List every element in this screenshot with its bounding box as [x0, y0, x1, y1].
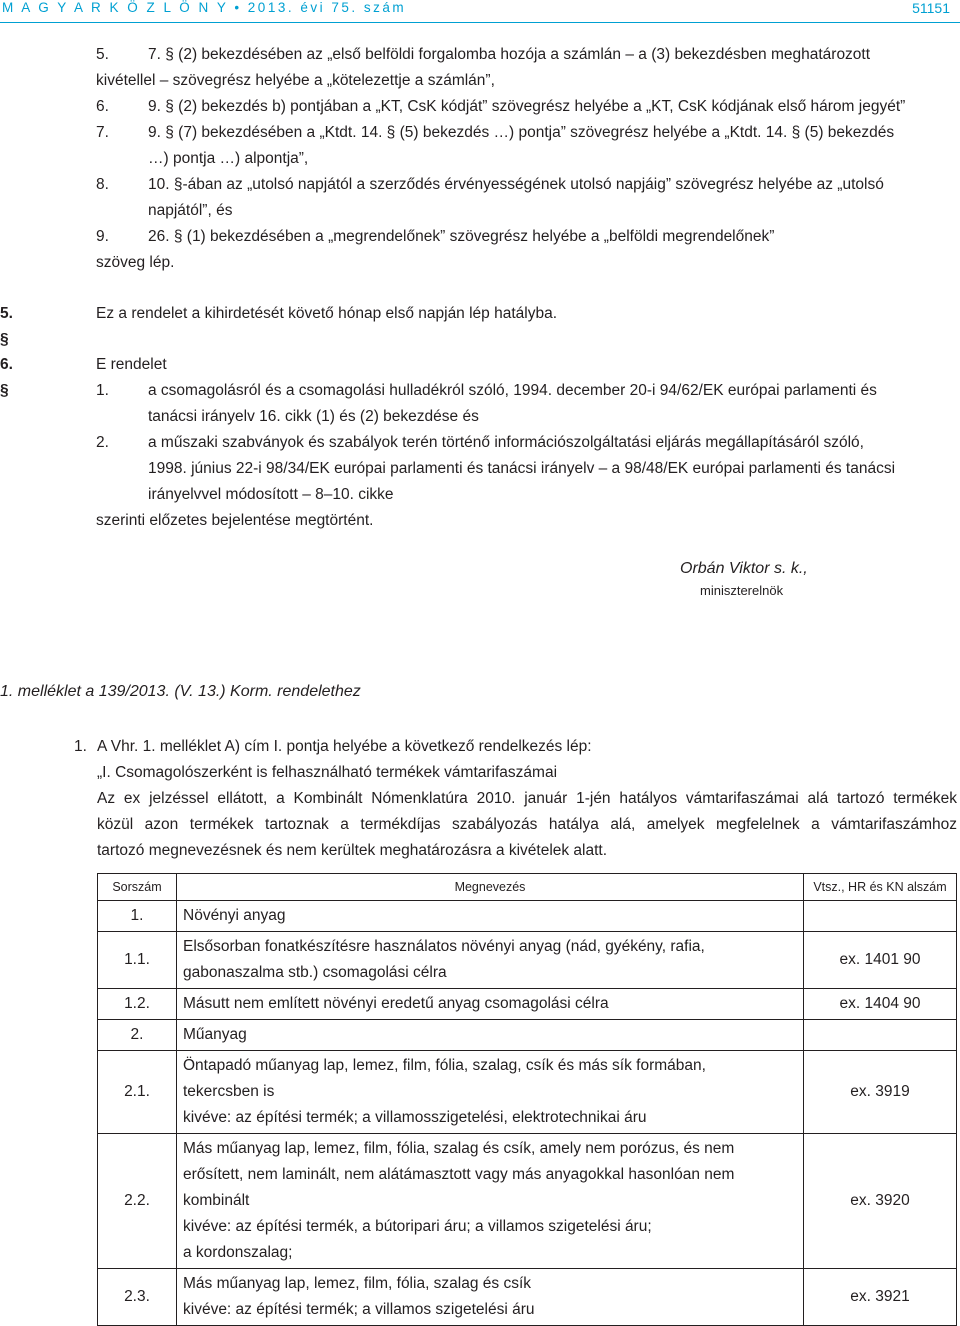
item-number: 9.: [96, 228, 109, 245]
table-row: [98, 1051, 957, 1134]
table-row: [98, 932, 957, 989]
row-description: [177, 1269, 804, 1326]
section-number: 6. §: [0, 356, 13, 399]
description-line: Másutt nem említett növényi eredetű anyag csomagolási célra: [183, 995, 609, 1012]
row-number: 2.: [98, 1020, 177, 1051]
item-text-line: irányelvvel módosított – 8–10. cikke: [148, 486, 394, 503]
row-number: 1.1.: [98, 932, 177, 989]
tariff-code: ex. 3920: [804, 1134, 957, 1269]
closing-text: szerinti előzetes bejelentése megtörtént.: [96, 512, 374, 529]
item-number: 6.: [96, 98, 109, 115]
paragraph-line: tartozó megnevezésnek és nem kerültek meghatározásra a kivételek alatt.: [97, 842, 608, 859]
table-row: [98, 1134, 957, 1269]
item-text-line: 26. § (1) bekezdésében a „megrendelőnek” szövegrész helyébe a „belföldi megrendelőnek”: [148, 228, 775, 245]
description-line: Elsősorban fonatkészítésre használatos növényi anyag (nád, gyékény, rafia,: [183, 938, 705, 955]
list-item: [96, 430, 950, 508]
table-row: [98, 989, 957, 1020]
tariff-code: [804, 1020, 957, 1051]
tariff-code: ex. 1404 90: [804, 989, 957, 1020]
list-item: [96, 42, 950, 94]
description-line: kivéve: az építési termék; a villamos szigetelési áru: [183, 1301, 535, 1318]
paragraph-line: Az ex jelzéssel ellátott, a Kombinált Nómenklatúra 2010. január 1-jén hatályos vámtarifaszámai alá tartozó termékek: [97, 790, 957, 807]
column-header: Sorszám: [98, 874, 177, 901]
description-line: Más műanyag lap, lemez, film, fólia, szalag és csík: [183, 1275, 532, 1292]
tariff-code: [804, 901, 957, 932]
description-line: Más műanyag lap, lemez, film, fólia, szalag és csík, amely nem porózus, és nem: [183, 1140, 735, 1157]
annex-intro-line: „I. Csomagolószerként is felhasználható termékek vámtarifaszámai: [97, 764, 558, 781]
description-line: kombinált: [183, 1192, 250, 1209]
item-number: 7.: [96, 124, 109, 141]
section-number: 5. §: [0, 305, 13, 348]
table-row: [98, 1269, 957, 1326]
annex-title: 1. melléklet a 139/2013. (V. 13.) Korm. rendelethez: [0, 683, 361, 700]
row-description: [177, 932, 804, 989]
header-rule: [0, 22, 960, 23]
list-item: [96, 172, 950, 224]
item-text-line: 7. § (2) bekezdésében az „első belföldi forgalomba hozója a számlán – a (3) bekezdésben meghatározott: [148, 46, 871, 63]
description-line: tekercsben is: [183, 1083, 275, 1100]
item-text-line: 10. §-ában az „utolsó napjától a szerződés érvényességének utolsó napjáig” szövegrész helyébe az „utolsó: [148, 176, 884, 193]
paragraph-line: közül azon termékek tartoznak a termékdíjas szabályozás hatálya alá, amelyek megfelelnek a vámtarifaszámhoz: [97, 816, 957, 833]
item-number: 1.: [96, 382, 109, 399]
row-number: 2.2.: [98, 1134, 177, 1269]
list-item: [96, 120, 950, 172]
section-text: E rendelet: [96, 356, 167, 373]
item-number: 2.: [96, 434, 109, 451]
description-line: Öntapadó műanyag lap, lemez, film, fólia, szalag, csík és más sík formában,: [183, 1057, 706, 1074]
item-text-line: a műszaki szabványok és szabályok terén történő információszolgáltatási eljárás megállapításáról szóló,: [148, 434, 864, 451]
item-number: 8.: [96, 176, 109, 193]
list-item: [96, 94, 950, 120]
row-description: [177, 1134, 804, 1269]
description-line: a kordonszalag;: [183, 1244, 293, 1261]
annex-intro-line: A Vhr. 1. melléklet A) cím I. pontja helyébe a következő rendelkezés lép:: [97, 738, 592, 755]
row-number: 1.: [98, 901, 177, 932]
tariff-code: ex. 3919: [804, 1051, 957, 1134]
section-text: Ez a rendelet a kihirdetését követő hónap első napján lép hatályba.: [96, 305, 558, 322]
column-header: Megnevezés: [177, 874, 804, 901]
list-item: [96, 378, 950, 430]
row-description: [177, 1051, 804, 1134]
tariff-code: ex. 3921: [804, 1269, 957, 1326]
running-header: M A G Y A R K Ö Z L Ö N Y • 2013. évi 75. szám: [2, 0, 407, 15]
page-number: 51151: [912, 0, 950, 16]
description-line: kivéve: az építési termék; a villamosszigetelési, elektrotechnikai áru: [183, 1109, 647, 1126]
description-line: kivéve: az építési termék, a bútoripari áru; a villamos szigetelési áru;: [183, 1218, 652, 1235]
row-description: [177, 989, 804, 1020]
tariff-code: ex. 1401 90: [804, 932, 957, 989]
item-text-line: a csomagolásról és a csomagolási hulladékról szóló, 1994. december 20-i 94/62/EK európai parlamenti és: [148, 382, 877, 399]
annex-paragraph: [97, 786, 957, 864]
tariff-table: [97, 873, 957, 1326]
signatory-role: miniszterelnök: [700, 583, 784, 598]
item-text-line: tanácsi irányelv 16. cikk (1) és (2) bekezdése és: [148, 408, 479, 425]
description-line: gabonaszalma stb.) csomagolási célra: [183, 964, 447, 981]
row-number: 2.1.: [98, 1051, 177, 1134]
description-line: erősített, nem laminált, nem alátámasztott vagy más anyagokkal hasonlóan nem: [183, 1166, 735, 1183]
column-header: Vtsz., HR és KN alszám: [804, 874, 957, 901]
item-text-line: napjától”, és: [148, 202, 233, 219]
row-description: [177, 901, 804, 932]
description-line: Műanyag: [183, 1026, 247, 1043]
table-header-row: [98, 874, 957, 901]
item-number: 5.: [96, 46, 109, 63]
item-text-line: …) pontja …) alpontja”,: [148, 150, 309, 167]
description-line: Növényi anyag: [183, 907, 286, 924]
table-row: [98, 901, 957, 932]
signatory-name: Orbán Viktor s. k.,: [680, 560, 808, 577]
item-text-line: 1998. június 22-i 98/34/EK európai parlamenti és tanácsi irányelv – a 98/48/EK európai parlamenti és tanácsi: [148, 460, 896, 477]
table-row: [98, 1020, 957, 1051]
item-text-line: kivétellel – szövegrész helyébe a „kötelezettje a számlán”,: [96, 72, 495, 89]
item-text-line: 9. § (2) bekezdés b) pontjában a „KT, CsK kódját” szövegrész helyébe a „KT, CsK kódjának első három jegyét”: [148, 98, 906, 115]
row-number: 2.3.: [98, 1269, 177, 1326]
row-description: [177, 1020, 804, 1051]
item-text-line: 9. § (7) bekezdésében a „Ktdt. 14. § (5) bekezdés …) pontja” szövegrész helyébe a „Ktdt. 14. § (5) bekezdés: [148, 124, 895, 141]
row-number: 1.2.: [98, 989, 177, 1020]
item-text-line: szöveg lép.: [96, 254, 175, 271]
annex-item-number: 1.: [74, 738, 87, 755]
list-item: [96, 224, 950, 276]
